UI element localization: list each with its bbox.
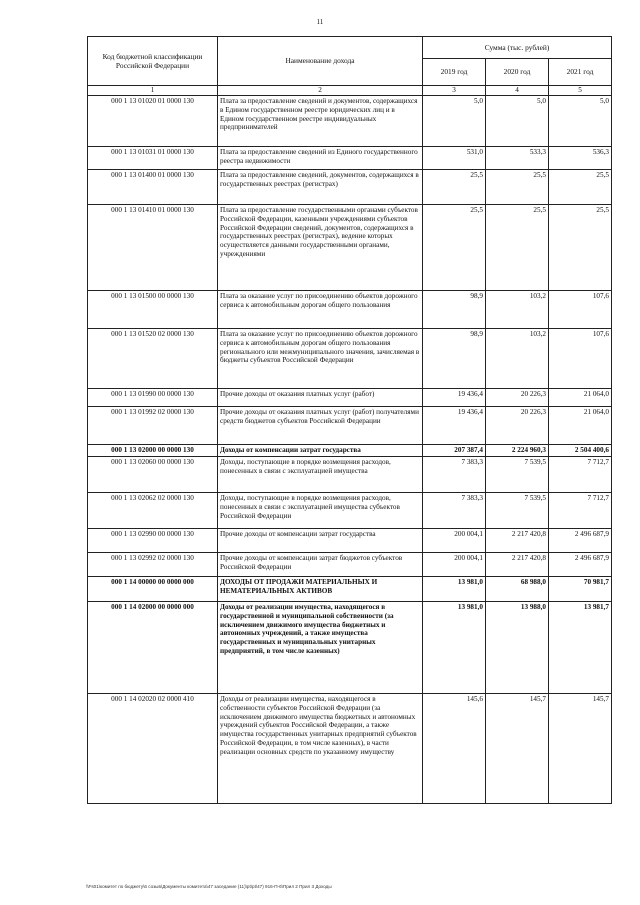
budget-code: 000 1 14 00000 00 0000 000 [88,577,218,602]
table-row [88,694,612,804]
budget-code: 000 1 13 01020 01 0000 130 [88,96,218,147]
value-2020: 7 539,5 [486,493,549,529]
sum-column-header: Сумма (тыс. рублей) [423,37,612,59]
value-2021: 21 064,0 [549,389,612,407]
value-2019: 5,0 [423,96,486,147]
budget-code: 000 1 13 02000 00 0000 130 [88,445,218,457]
table-row [88,493,612,529]
budget-code: 000 1 14 02000 00 0000 000 [88,602,218,694]
revenue-name: Прочие доходы от оказания платных услуг (работ) получателями средств бюджетов субъектов Российской Федерации [218,407,423,445]
value-2020: 25,5 [486,170,549,205]
budget-code: 000 1 14 02020 02 0000 410 [88,694,218,804]
year-2019-header: 2019 год [423,59,486,86]
value-2021: 13 981,7 [549,602,612,694]
revenue-name: Плата за оказание услуг по присоединению объектов дорожного сервиса к автомобильным дорогам общего пользования регионального или межмуниципального значения, зачисляемая в бюджеты субъектов Российской Федерации [218,329,423,389]
value-2021: 25,5 [549,205,612,291]
revenue-name: Плата за предоставление сведений, документов, содержащихся в государственных реестрах (регистрах) [218,170,423,205]
budget-code: 000 1 13 02060 00 0000 130 [88,457,218,493]
table-row [88,577,612,602]
revenue-name: Доходы от компенсации затрат государства [218,445,423,457]
value-2020: 2 217 420,8 [486,529,549,553]
revenue-name: ДОХОДЫ ОТ ПРОДАЖИ МАТЕРИАЛЬНЫХ И НЕМАТЕРИАЛЬНЫХ АКТИВОВ [218,577,423,602]
value-2019: 25,5 [423,170,486,205]
table-row [88,529,612,553]
value-2019: 145,6 [423,694,486,804]
value-2019: 7 383,3 [423,493,486,529]
value-2019: 19 436,4 [423,407,486,445]
budget-code: 000 1 13 02992 02 0000 130 [88,553,218,577]
value-2020: 68 988,0 [486,577,549,602]
value-2019: 98,9 [423,329,486,389]
column-index: 3 [423,86,486,96]
value-2019: 13 981,0 [423,577,486,602]
value-2021: 2 496 687,9 [549,529,612,553]
column-index: 4 [486,86,549,96]
value-2019: 200 004,1 [423,553,486,577]
value-2020: 20 226,3 [486,389,549,407]
budget-code: 000 1 13 01410 01 0000 130 [88,205,218,291]
table-row [88,205,612,291]
budget-code: 000 1 13 01990 00 0000 130 [88,389,218,407]
budget-code: 000 1 13 02990 00 0000 130 [88,529,218,553]
revenue-name: Плата за оказание услуг по присоединению объектов дорожного сервиса к автомобильным дорогам общего пользования [218,291,423,329]
value-2021: 21 064,0 [549,407,612,445]
revenue-name: Плата за предоставление сведений из Единого государственного реестра недвижимости [218,147,423,170]
budget-code: 000 1 13 02062 02 0000 130 [88,493,218,529]
table-row [88,389,612,407]
revenue-name: Плата за предоставление сведений и документов, содержащихся в Едином государственном реестре юридических лиц и в Едином государственном реестре индивидуальных предпринимателей [218,96,423,147]
table-row [88,602,612,694]
value-2019: 531,0 [423,147,486,170]
value-2021: 70 981,7 [549,577,612,602]
value-2021: 5,0 [549,96,612,147]
value-2019: 25,5 [423,205,486,291]
table-row [88,170,612,205]
table-row [88,445,612,457]
table-row [88,553,612,577]
value-2020: 2 224 960,3 [486,445,549,457]
value-2020: 7 539,5 [486,457,549,493]
value-2019: 13 981,0 [423,602,486,694]
value-2021: 2 496 687,9 [549,553,612,577]
year-2020-header: 2020 год [486,59,549,86]
value-2021: 2 504 400,6 [549,445,612,457]
revenue-name: Доходы, поступающие в порядке возмещения расходов, понесенных в связи с эксплуатацией имущества [218,457,423,493]
budget-code: 000 1 13 01992 02 0000 130 [88,407,218,445]
value-2021: 145,7 [549,694,612,804]
year-2021-header: 2021 год [549,59,612,86]
value-2019: 98,9 [423,291,486,329]
revenue-name: Доходы от реализации имущества, находящегося в собственности субъектов Российской Федерации (за исключением движимого имущества бюджетных и автономных учреждений субъектов Российской Федерации, а также имущества государственных унитарных предприятий субъектов Российской Федерации, в том числе казенных), в части реализации основных средств по указанному имуществу [218,694,423,804]
budget-code: 000 1 13 01400 01 0000 130 [88,170,218,205]
file-path-footer: \\Fs01\комитет по бюджету\6 созыв\Документы комитета\47 заседание (11)\pt\pt\47) 916-П-6\Прил 2 Прил 3 Доходы [86,884,332,889]
column-index-row [88,86,612,96]
revenue-name: Прочие доходы от компенсации затрат государства [218,529,423,553]
budget-code: 000 1 13 01031 01 0000 130 [88,147,218,170]
value-2019: 200 004,1 [423,529,486,553]
name-column-header: Наименование дохода [218,37,423,86]
column-index: 1 [88,86,218,96]
revenue-name: Плата за предоставление государственными органами субъектов Российской Федерации, казенными учреждениями субъектов Российской Федерации сведений, документов, содержащихся в государственных реестрах (регистрах), ведение которых осуществляется данными государственными органами, учреждениями [218,205,423,291]
value-2020: 25,5 [486,205,549,291]
value-2020: 13 988,0 [486,602,549,694]
table-row [88,147,612,170]
budget-code: 000 1 13 01500 00 0000 130 [88,291,218,329]
budget-code: 000 1 13 01520 02 0000 130 [88,329,218,389]
value-2020: 2 217 420,8 [486,553,549,577]
value-2021: 536,3 [549,147,612,170]
revenue-name: Доходы, поступающие в порядке возмещения расходов, понесенных в связи с эксплуатацией имущества субъектов Российской Федерации [218,493,423,529]
value-2020: 103,2 [486,291,549,329]
table-row [88,291,612,329]
table-row [88,329,612,389]
value-2020: 145,7 [486,694,549,804]
table-row [88,407,612,445]
value-2021: 107,6 [549,329,612,389]
value-2019: 207 387,4 [423,445,486,457]
value-2021: 107,6 [549,291,612,329]
value-2020: 103,2 [486,329,549,389]
page-number: 11 [316,18,324,26]
column-index: 5 [549,86,612,96]
value-2021: 7 712,7 [549,457,612,493]
value-2019: 7 383,3 [423,457,486,493]
budget-revenue-table [87,36,612,804]
code-column-header: Код бюджетной классификации Российской Федерации [88,37,218,86]
column-index: 2 [218,86,423,96]
revenue-name: Доходы от реализации имущества, находящегося в государственной и муниципальной собственности (за исключением движимого имущества бюджетных и автономных учреждений, а также имущества государственных и муниципальных унитарных предприятий, в том числе казенных) [218,602,423,694]
value-2020: 533,3 [486,147,549,170]
table-row [88,457,612,493]
value-2021: 25,5 [549,170,612,205]
value-2019: 19 436,4 [423,389,486,407]
value-2020: 20 226,3 [486,407,549,445]
revenue-name: Прочие доходы от компенсации затрат бюджетов субъектов Российской Федерации [218,553,423,577]
revenue-name: Прочие доходы от оказания платных услуг (работ) [218,389,423,407]
value-2020: 5,0 [486,96,549,147]
value-2021: 7 712,7 [549,493,612,529]
table-row [88,96,612,147]
